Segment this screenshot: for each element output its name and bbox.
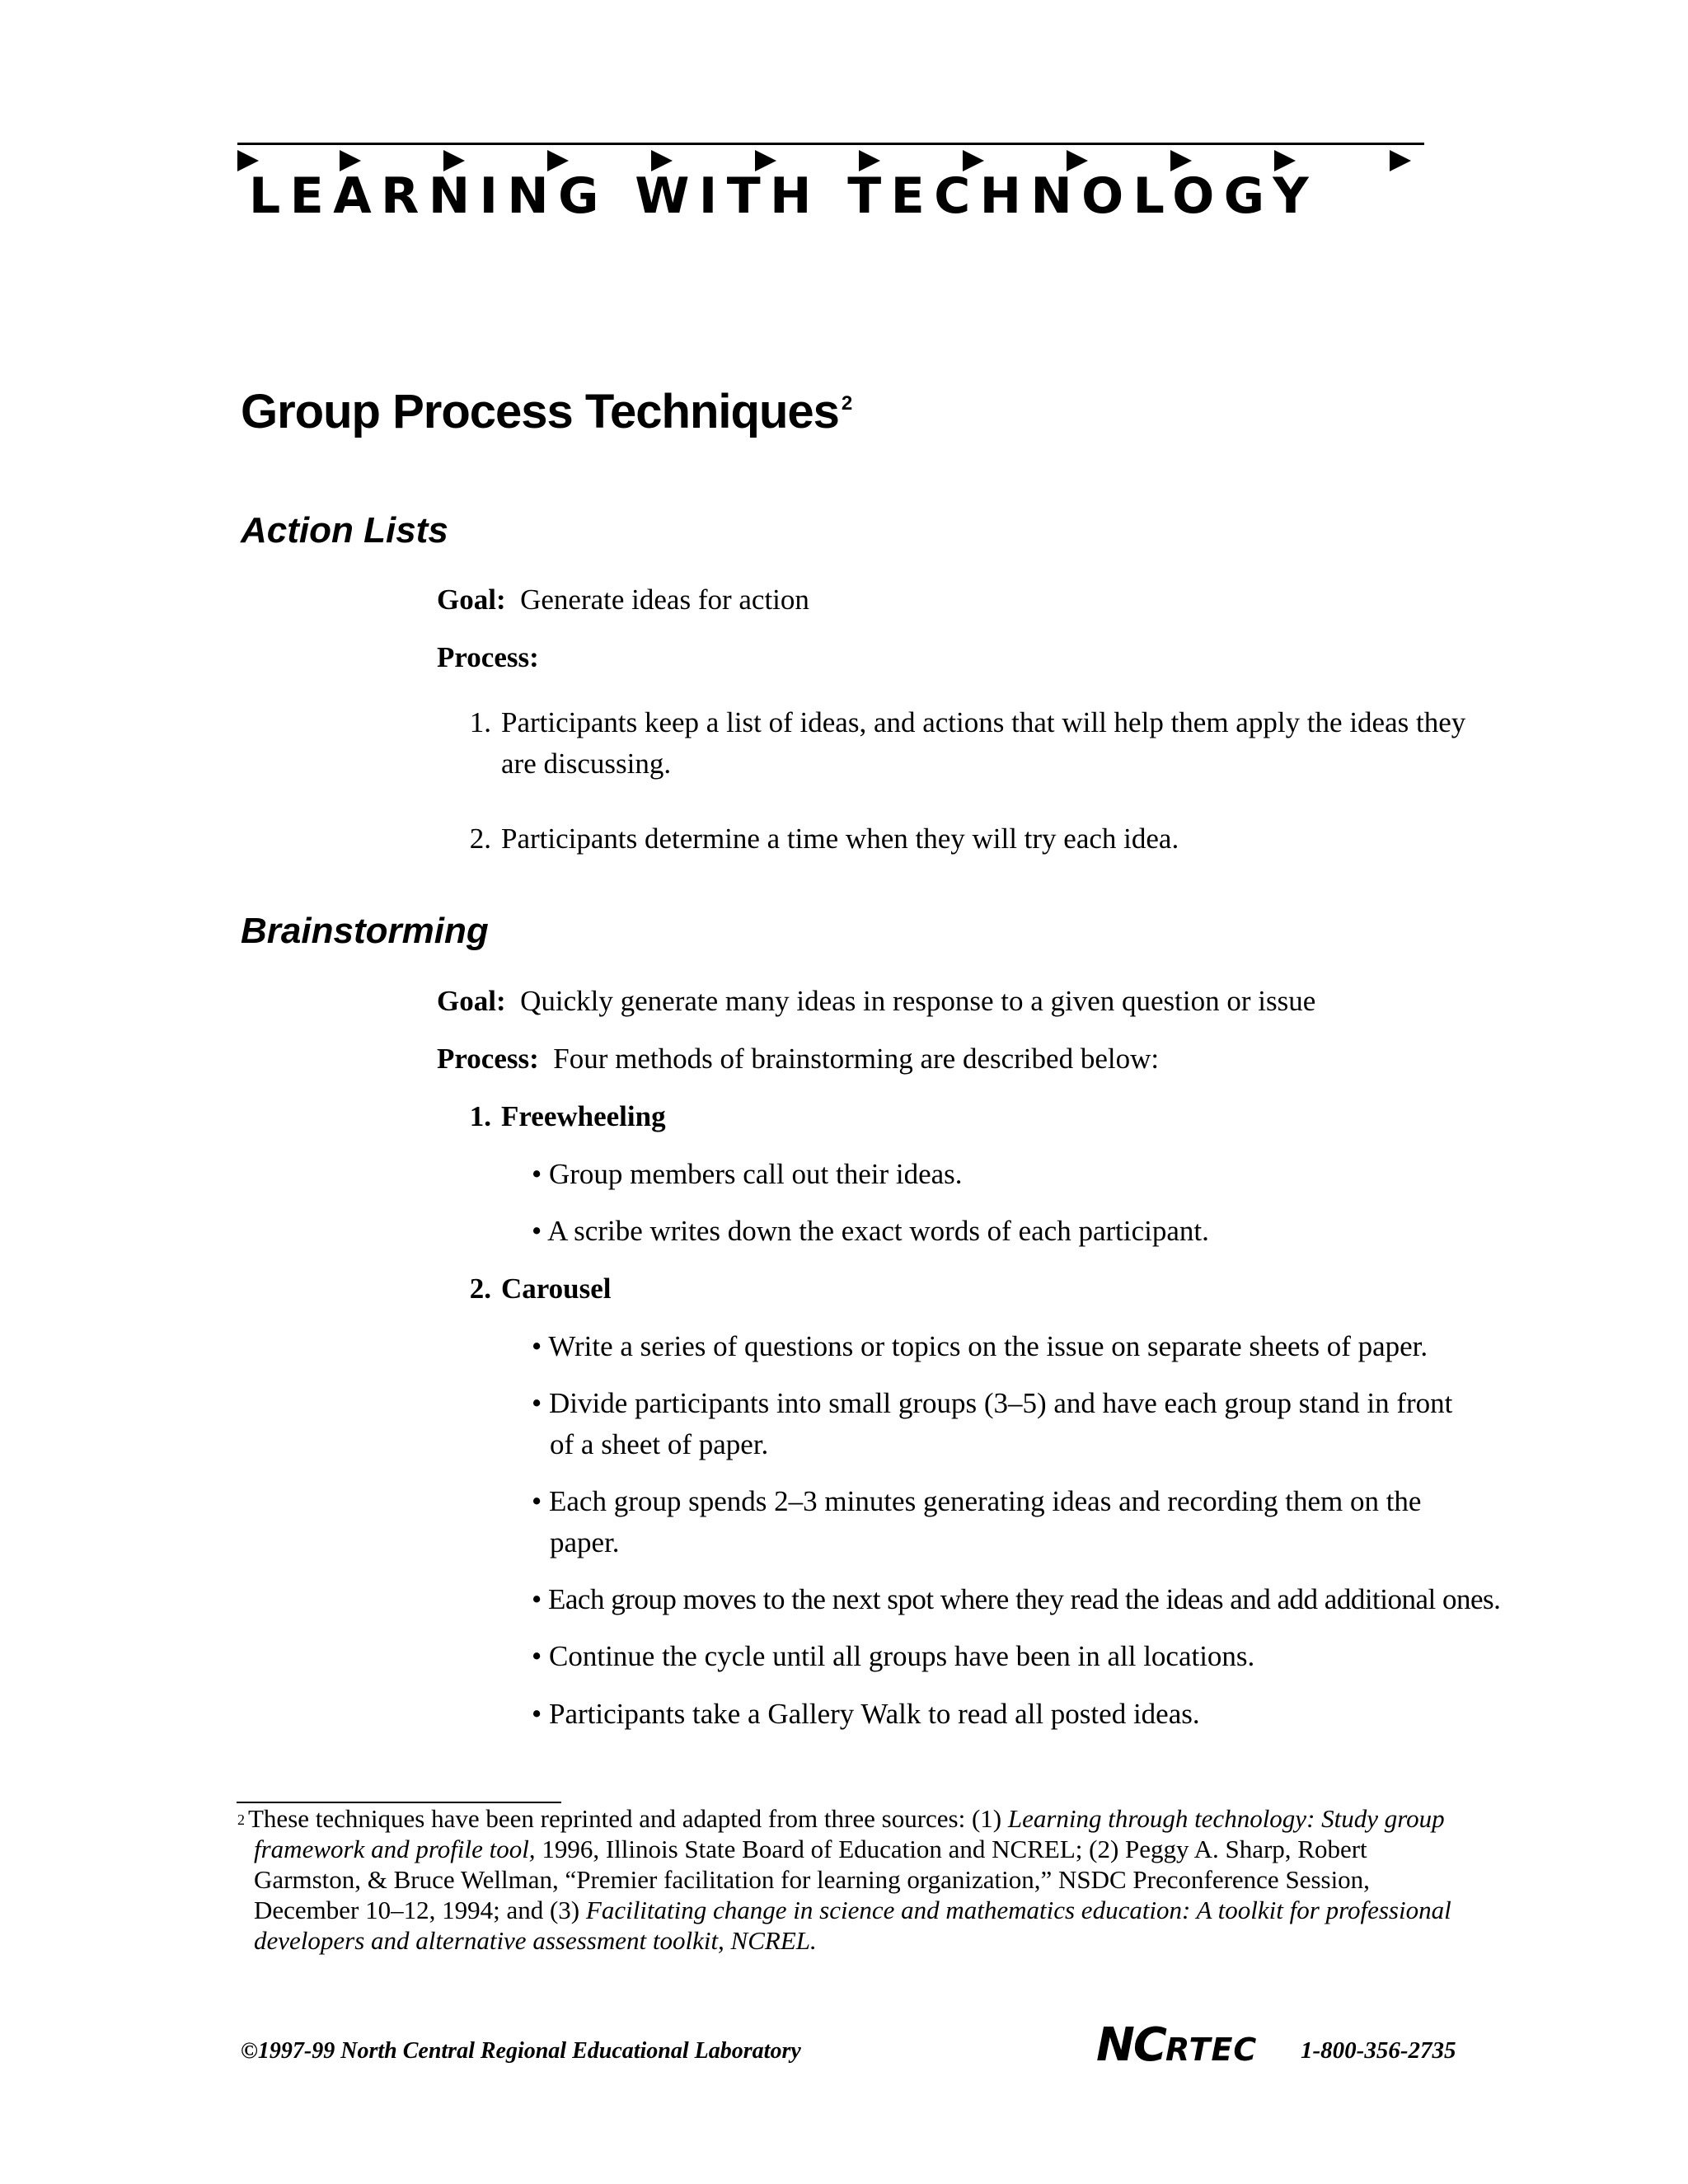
process-text: Four methods of brainstorming are described below: bbox=[553, 1043, 1160, 1075]
footnote-text: Garmston, & Bruce Wellman, “Premier facilitation for learning organization,” NSDC Preconference Session, bbox=[254, 1865, 1370, 1894]
phone-number: 1-800-356-2735 bbox=[1301, 2037, 1456, 2064]
bullet-item-continued: paper. bbox=[550, 1526, 620, 1558]
footnote-line bbox=[237, 1803, 1445, 1834]
method-number: 2. bbox=[469, 1272, 491, 1305]
bullet-item: • Participants take a Gallery Walk to read all posted ideas. bbox=[532, 1698, 1200, 1730]
banner-title: LEARNING WITH TECHNOLOGY bbox=[249, 167, 1319, 225]
bullet-item: • Group members call out their ideas. bbox=[532, 1158, 963, 1190]
page-title bbox=[241, 379, 851, 445]
brainstorming-process bbox=[437, 1038, 1159, 1080]
footnote-citation-title: Learning through technology: Study group bbox=[1007, 1804, 1445, 1833]
bullet-item: • Each group moves to the next spot where they read the ideas and add additional ones. bbox=[532, 1583, 1501, 1615]
action-lists-process-label: Process: bbox=[437, 641, 539, 673]
footnote-line bbox=[237, 1864, 1441, 1895]
bullet-item-continued: of a sheet of paper. bbox=[550, 1428, 769, 1460]
step-text: Participants keep a list of ideas, and actions that will help them apply the ideas they bbox=[501, 706, 1466, 738]
goal-text: Quickly generate many ideas in response to a given question or issue bbox=[520, 985, 1316, 1017]
goal-text: Generate ideas for action bbox=[520, 583, 809, 616]
step-text-continued: are discussing. bbox=[501, 748, 672, 780]
action-lists-goal bbox=[437, 579, 809, 621]
footnote-mark: 2 bbox=[237, 1811, 245, 1828]
step-number: 2. bbox=[469, 823, 491, 855]
footnote-line bbox=[237, 1834, 1441, 1864]
method-name-freewheeling: Freewheeling bbox=[501, 1100, 666, 1132]
footnote-text: 1996, Illinois State Board of Education and NCREL; (2) Peggy A. Sharp, Robert bbox=[535, 1835, 1367, 1863]
page-title-text: Group Process Techniques bbox=[241, 385, 839, 438]
footnote-text: These techniques have been reprinted and adapted from three sources: (1) bbox=[248, 1804, 1008, 1833]
bullet-item: • Each group spends 2–3 minutes generating ideas and recording them on the bbox=[532, 1485, 1422, 1517]
method-number: 1. bbox=[469, 1100, 491, 1132]
footnote-line bbox=[237, 1925, 1441, 1956]
step-text: Participants determine a time when they will try each idea. bbox=[501, 823, 1179, 855]
goal-label: Goal: bbox=[437, 985, 506, 1017]
ncrtec-logo bbox=[1096, 2018, 1258, 2081]
logo-text-small: RTEC bbox=[1165, 2032, 1258, 2068]
banner-rule bbox=[237, 143, 1424, 145]
goal-label: Goal: bbox=[437, 583, 506, 616]
copyright: ©1997-99 North Central Regional Educational Laboratory bbox=[241, 2038, 801, 2064]
footnote-line bbox=[237, 1895, 1451, 1925]
section-heading-brainstorming: Brainstorming bbox=[241, 911, 489, 951]
title-footnote-mark: 2 bbox=[841, 392, 852, 415]
bullet-item: • Divide participants into small groups (3–5) and have each group stand in front bbox=[532, 1387, 1453, 1419]
footnote bbox=[237, 1803, 1451, 1956]
section-heading-action-lists: Action Lists bbox=[241, 510, 448, 551]
brainstorming-goal bbox=[437, 981, 1315, 1022]
footnote-citation-title: framework and profile tool, bbox=[254, 1835, 536, 1863]
logo-text-big: NC bbox=[1096, 2018, 1165, 2072]
footnote-text: December 10–12, 1994; and (3) bbox=[254, 1896, 586, 1924]
process-label: Process: bbox=[437, 1043, 539, 1075]
bullet-item: • A scribe writes down the exact words of each participant. bbox=[532, 1215, 1209, 1247]
step-number: 1. bbox=[469, 706, 491, 738]
footnote-citation-title: Facilitating change in science and mathematics education: A toolkit for professional bbox=[585, 1896, 1451, 1924]
bullet-item: • Write a series of questions or topics on the issue on separate sheets of paper. bbox=[532, 1330, 1428, 1362]
bullet-item: • Continue the cycle until all groups have been in all locations. bbox=[532, 1640, 1255, 1672]
method-name-carousel: Carousel bbox=[501, 1272, 612, 1305]
footnote-citation-title: developers and alternative assessment toolkit, NCREL. bbox=[254, 1926, 817, 1955]
